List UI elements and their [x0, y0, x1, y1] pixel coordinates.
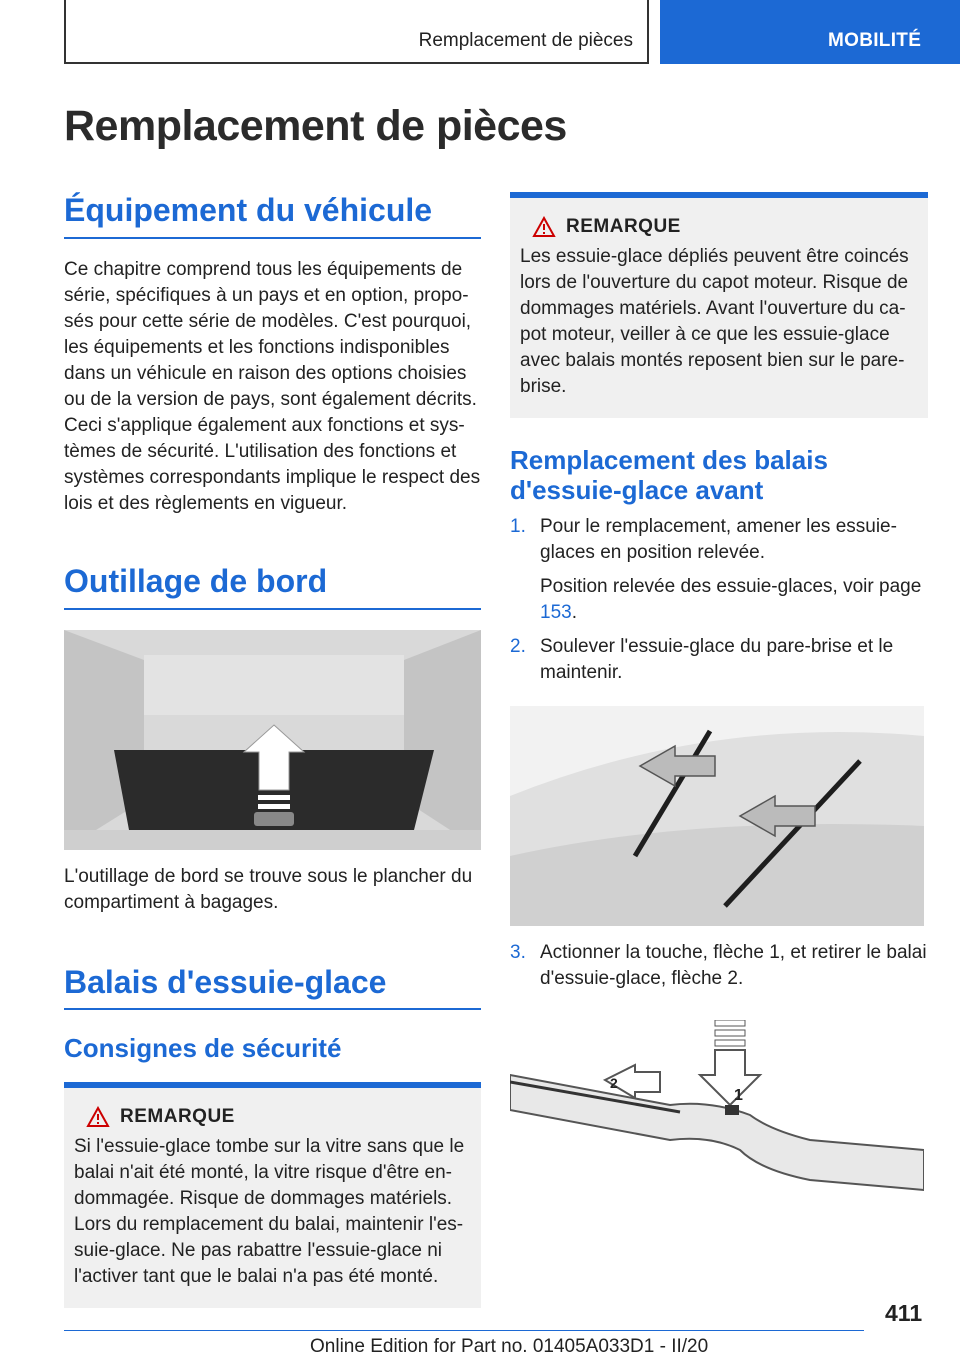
arrow-label-1: 1 — [734, 1086, 743, 1104]
page-link[interactable]: 153 — [540, 601, 572, 623]
tools-paragraph: L'outillage de bord se trouve sous le plancher du compartiment à bagages. — [64, 865, 473, 913]
equipment-paragraph: Ce chapitre comprend tous les équipements de série, spécifiques à un pays et en option, proposés pour cette série de modèles. C'est pourquoi, les équipements et les fonctions indisponibles dans un véhicule en raison des options choisies ou de la version de pays, sont également décrits. Ceci s'applique également aux fonctions et systèmes de sécurité. L'utilisation des fonctions et systèmes correspondants implique le respect des lois et des règlements en vigueur. — [64, 258, 481, 514]
section-title-equipment: Équipement du véhicule — [64, 192, 481, 239]
right-column — [510, 192, 928, 1210]
warning-icon — [532, 216, 556, 238]
note-title: REMARQUE — [120, 1106, 235, 1128]
header-section-box — [64, 0, 649, 64]
subsection-title-safety: Consignes de sécurité — [64, 1033, 342, 1064]
step-number: 2. — [510, 635, 526, 657]
arrow-label-2: 2 — [610, 1074, 618, 1091]
header-chapter-label: MOBILITÉ — [828, 30, 922, 51]
left-column — [64, 192, 481, 1308]
section-title-wipers: Balais d'essuie-glace — [64, 964, 481, 1011]
safety-note-left — [64, 1082, 481, 1308]
trunk-illustration — [64, 630, 481, 850]
safety-note-right — [510, 192, 928, 418]
wiper-image — [510, 706, 924, 926]
step-item — [510, 634, 928, 686]
step-item — [510, 514, 928, 626]
section-title-tools: Outillage de bord — [64, 563, 481, 610]
step-number: 3. — [510, 941, 526, 963]
step-number: 1. — [510, 515, 526, 537]
step-item — [510, 940, 928, 992]
trunk-image — [64, 630, 481, 850]
header-section-title: Remplacement de pièces — [418, 30, 633, 51]
warning-icon — [86, 1106, 110, 1128]
note-header — [74, 1106, 471, 1128]
note-text: Si l'essuie-glace tombe sur la vitre sans que le balai n'ait été monté, la vitre risque d'être endommagée. Risque de dommages matériels. Lors du remplacement du balai, maintenir l'essuie-glace. Ne pas rabattre l'essuie-glace ni l'activer tant que le balai n'a pas été monté. — [74, 1136, 465, 1288]
step-subtext: Position relevée des essuie-glaces, voir page 153. — [540, 575, 922, 623]
footer-divider — [64, 1330, 864, 1331]
note-text: Les essuie-glace dépliés peuvent être coincés lors de l'ouverture du capot moteur. Risque de dommages matériels. Avant l'ouverture du capot moteur, veiller à ce que les essuie-glace avec balais montés reposent bien sur le pare-brise. — [520, 246, 909, 397]
page-title: Remplacement de pièces — [64, 102, 567, 150]
blade-illustration — [510, 1020, 924, 1210]
note-title: REMARQUE — [566, 216, 681, 237]
wiper-illustration — [510, 706, 924, 926]
step-text: Pour le remplacement, amener les essuie-glaces en position relevée. — [540, 515, 897, 563]
footer-edition: Online Edition for Part no. 01405A033D1 - II/20 — [310, 1336, 709, 1357]
steps-list — [510, 514, 928, 686]
step-text: Soulever l'essuie-glace du pare-brise et le maintenir. — [540, 635, 894, 683]
step-text: Actionner la touche, flèche 1, et retirer le balai d'essuie-glace, flèche 2. — [540, 941, 927, 989]
subsection-title-replace: Remplacement des balais d'essuie-glace avant — [510, 445, 828, 505]
header-chapter-tab[interactable] — [660, 0, 960, 64]
page-number: 411 — [885, 1300, 923, 1326]
note-header — [520, 216, 918, 238]
blade-image — [510, 1020, 924, 1210]
